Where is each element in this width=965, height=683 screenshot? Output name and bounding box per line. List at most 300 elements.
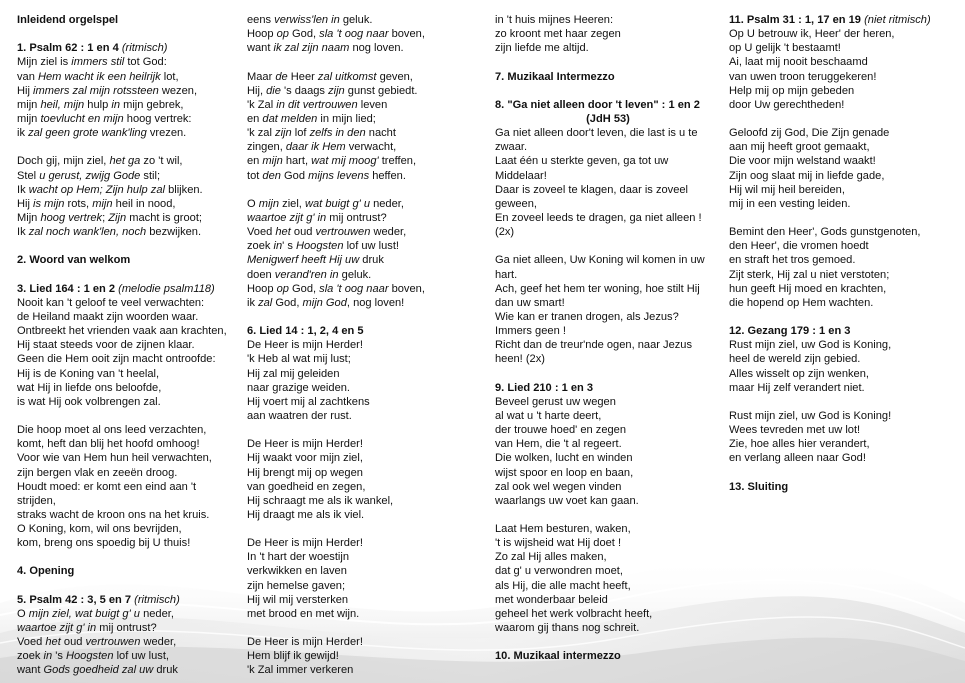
text-line bbox=[247, 253, 473, 267]
text-span: God, bbox=[288, 282, 320, 295]
text-line bbox=[495, 183, 721, 197]
section-heading bbox=[17, 593, 243, 607]
text-line bbox=[17, 112, 243, 126]
section-heading bbox=[17, 253, 243, 267]
text-span: Wie kan er tranen drogen, als Jezus? bbox=[495, 310, 679, 323]
text-line bbox=[17, 649, 243, 663]
text-span: 'k Zal immer verkeren bbox=[247, 664, 354, 677]
text-span: mij in een vesting leiden. bbox=[729, 197, 851, 210]
italic-text: in bbox=[43, 650, 53, 663]
text-span: ziel, bbox=[279, 197, 305, 210]
text-line bbox=[495, 310, 721, 324]
text-span: De Heer is mijn Herder! bbox=[247, 339, 363, 352]
text-span: Hoop bbox=[247, 282, 277, 295]
text-span: 7. Muzikaal Intermezzo bbox=[495, 70, 615, 83]
italic-text: wacht op Hem; Zijn hulp zal bbox=[28, 183, 165, 196]
italic-text: in dit vertrouwen bbox=[276, 98, 358, 111]
italic-text: zal geen grote wank'ling bbox=[28, 127, 147, 140]
text-span: Help mij op mijn gebeden bbox=[729, 84, 855, 97]
text-line bbox=[495, 13, 721, 27]
italic-text: sla 't oog naar bbox=[319, 282, 389, 295]
text-span: heil in nood, bbox=[112, 197, 176, 210]
text-span: O Koning, kom, wil ons bevrijden, bbox=[17, 523, 182, 536]
text-span: Ga niet alleen door't leven, die last is u te bbox=[495, 127, 698, 140]
text-span: Op U betrouw ik, Heer' der heren, bbox=[729, 28, 895, 41]
column-1 bbox=[17, 13, 243, 678]
text-line bbox=[495, 466, 721, 480]
text-span: strijden, bbox=[17, 494, 56, 507]
text-line bbox=[729, 154, 955, 168]
blank-line bbox=[17, 550, 243, 564]
text-span: Mijn bbox=[17, 211, 41, 224]
text-line bbox=[247, 352, 473, 366]
text-line bbox=[17, 522, 243, 536]
text-span: ; bbox=[102, 211, 109, 224]
text-span: 9. Lied 210 : 1 en 3 bbox=[495, 381, 594, 394]
text-line bbox=[247, 635, 473, 649]
italic-text: mijn bbox=[262, 155, 283, 168]
text-span: Richt dan de treur'nde ogen, naar Jezus bbox=[495, 339, 693, 352]
italic-text: waartoe zijt g' in bbox=[17, 622, 97, 635]
blank-line bbox=[729, 112, 955, 126]
text-line bbox=[729, 225, 955, 239]
text-span: In 't hart der woestijn bbox=[247, 551, 350, 564]
text-line bbox=[247, 579, 473, 593]
text-line bbox=[17, 367, 243, 381]
text-line bbox=[17, 466, 243, 480]
text-span: Die voor mijn welstand waakt! bbox=[729, 155, 876, 168]
text-span: wezen, bbox=[158, 84, 198, 97]
text-line bbox=[247, 494, 473, 508]
text-span: Hij brengt mij op wegen bbox=[247, 466, 363, 479]
italic-text: is mijn bbox=[33, 197, 65, 210]
text-line bbox=[495, 296, 721, 310]
italic-text: Hoogsten bbox=[66, 650, 114, 663]
text-line bbox=[17, 381, 243, 395]
text-span: Zijt sterk, Hij zal u niet verstoten; bbox=[729, 268, 890, 281]
text-line bbox=[247, 13, 473, 27]
text-span: van uwen troon teruggekeren! bbox=[729, 70, 877, 83]
italic-text: ik zal zijn naam bbox=[273, 42, 350, 55]
text-span: Hoop bbox=[247, 28, 277, 41]
text-span: hun geeft Hij moed en krachten, bbox=[729, 282, 887, 295]
italic-text: verwiss'len in bbox=[274, 14, 340, 26]
italic-text: zijn bbox=[275, 127, 292, 140]
italic-text: op bbox=[276, 28, 289, 41]
text-span: den Heer', die vromen hoedt bbox=[729, 240, 869, 253]
text-line bbox=[729, 183, 955, 197]
text-span: Inleidend orgelspel bbox=[17, 14, 119, 26]
text-line bbox=[495, 522, 721, 536]
italic-text: Menigwerf heeft Hij uw bbox=[247, 254, 360, 267]
text-span: van goedheid en zegen, bbox=[247, 480, 366, 493]
text-line bbox=[729, 282, 955, 296]
text-span: macht is groot; bbox=[126, 211, 203, 224]
blank-line bbox=[17, 268, 243, 282]
section-heading bbox=[729, 13, 955, 27]
italic-text: den bbox=[262, 169, 281, 182]
text-span: wat Hij in liefde ons beloofde, bbox=[17, 381, 162, 394]
text-span: met wonderbaar beleid bbox=[495, 593, 608, 606]
text-span: geluk. bbox=[338, 268, 372, 281]
text-span: tot God: bbox=[124, 56, 167, 69]
text-line bbox=[729, 169, 955, 183]
section-heading bbox=[247, 324, 473, 338]
text-span: zijn bergen vlak en zeeën droog. bbox=[17, 466, 178, 479]
text-line bbox=[247, 169, 473, 183]
text-span: zwaar. bbox=[495, 141, 528, 154]
section-heading bbox=[495, 649, 721, 663]
text-line bbox=[17, 225, 243, 239]
blank-line bbox=[729, 395, 955, 409]
text-line bbox=[17, 621, 243, 635]
text-span: geween, bbox=[495, 197, 537, 210]
text-span: Ik bbox=[17, 226, 29, 239]
blank-line bbox=[729, 211, 955, 225]
blank-line bbox=[495, 55, 721, 69]
column-2 bbox=[247, 13, 473, 678]
text-span: aan waatren der rust. bbox=[247, 409, 352, 422]
section-heading bbox=[17, 282, 243, 296]
text-line bbox=[247, 663, 473, 677]
section-heading bbox=[17, 564, 243, 578]
italic-text: wat mij moog' bbox=[311, 155, 379, 168]
text-span: weder, bbox=[140, 636, 177, 649]
blank-line bbox=[17, 579, 243, 593]
text-span: Immers geen ! bbox=[495, 325, 566, 338]
text-span: Ik bbox=[17, 183, 29, 196]
italic-text: in bbox=[273, 240, 283, 253]
text-line bbox=[729, 126, 955, 140]
text-line bbox=[247, 98, 473, 112]
text-span: Ai, laat mij nooit beschaamd bbox=[729, 56, 868, 69]
text-span: zo 't wil, bbox=[140, 155, 183, 168]
text-line bbox=[495, 593, 721, 607]
text-span: Rust mijn ziel, uw God is Koning, bbox=[729, 339, 892, 352]
text-span: geven, bbox=[376, 70, 413, 83]
text-span: 'k zal bbox=[247, 127, 276, 140]
text-line bbox=[495, 126, 721, 140]
italic-text: Hoogsten bbox=[296, 240, 344, 253]
text-span: waarom gij thans nog schreit. bbox=[495, 622, 640, 635]
text-span: Hij, bbox=[247, 84, 267, 97]
italic-text: Zijn bbox=[108, 211, 127, 224]
text-line bbox=[495, 154, 721, 168]
text-span: Ach, geef het hem ter woning, hoe stilt Hij bbox=[495, 282, 700, 295]
text-span: door Uw gerechtheden! bbox=[729, 98, 845, 111]
text-line bbox=[247, 197, 473, 211]
text-span: 3. Lied 164 : 1 en 2 bbox=[17, 282, 119, 295]
section-heading bbox=[495, 112, 721, 126]
italic-text: hoog vertrek bbox=[40, 211, 103, 224]
text-line bbox=[495, 607, 721, 621]
section-heading bbox=[495, 381, 721, 395]
text-span: 6. Lied 14 : 1, 2, 4 en 5 bbox=[247, 325, 364, 338]
section-heading bbox=[495, 70, 721, 84]
text-span: Alles wisselt op zijn wenken, bbox=[729, 367, 869, 380]
text-span: vrezen. bbox=[146, 127, 187, 140]
text-span: en bbox=[247, 112, 263, 125]
text-line bbox=[247, 381, 473, 395]
text-span: rots, bbox=[64, 197, 93, 210]
italic-text: u gerust, zwijg Gode bbox=[39, 169, 141, 182]
text-line bbox=[17, 352, 243, 366]
text-span: kom, breng ons spoedig bij U thuis! bbox=[17, 537, 191, 550]
text-span: ik bbox=[17, 127, 29, 140]
text-line bbox=[247, 282, 473, 296]
text-span: aan mij heeft groot gemaakt, bbox=[729, 141, 870, 154]
text-line bbox=[17, 395, 243, 409]
text-line bbox=[247, 649, 473, 663]
italic-text: mijn ziel, wat buigt g' u bbox=[28, 607, 140, 620]
text-line bbox=[17, 451, 243, 465]
text-span: lof bbox=[291, 127, 310, 140]
text-span: tot bbox=[247, 169, 263, 182]
text-span: Ontbreekt het vrienden vaak aan krachten, bbox=[17, 325, 227, 338]
italic-text: (ritmisch) bbox=[134, 593, 180, 606]
text-span: God bbox=[280, 169, 309, 182]
italic-text: zelfs in den bbox=[309, 127, 366, 140]
text-line bbox=[247, 395, 473, 409]
text-span: De Heer is mijn Herder! bbox=[247, 537, 363, 550]
text-span: eens bbox=[247, 14, 275, 26]
text-line bbox=[729, 352, 955, 366]
text-span: zoek bbox=[247, 240, 274, 253]
text-span: ik bbox=[247, 296, 259, 309]
text-span: en bbox=[247, 155, 263, 168]
text-line bbox=[247, 140, 473, 154]
text-span: 10. Muzikaal intermezzo bbox=[495, 650, 621, 663]
text-line bbox=[495, 225, 721, 239]
column-4 bbox=[729, 13, 955, 494]
section-heading bbox=[729, 480, 955, 494]
text-span: Hij bbox=[17, 84, 34, 97]
text-span: zal ook wel wegen vinden bbox=[495, 480, 622, 493]
text-span: mijn bbox=[17, 98, 41, 111]
text-span: (2x) bbox=[495, 226, 515, 239]
text-line bbox=[17, 154, 243, 168]
text-span: Bemint den Heer', Gods gunstgenoten, bbox=[729, 226, 921, 239]
blank-line bbox=[17, 239, 243, 253]
text-span: neder, bbox=[139, 607, 174, 620]
text-span: Hij voert mij al zachtkens bbox=[247, 395, 370, 408]
italic-text: (ritmisch) bbox=[121, 42, 168, 55]
text-span: geluk. bbox=[339, 14, 373, 26]
text-line bbox=[247, 225, 473, 239]
blank-line bbox=[247, 310, 473, 324]
text-line bbox=[247, 154, 473, 168]
italic-text: daar ik Hem bbox=[285, 141, 346, 154]
text-span: dan uw smart! bbox=[495, 296, 565, 309]
text-line bbox=[17, 536, 243, 550]
text-line bbox=[247, 564, 473, 578]
italic-text: (niet ritmisch) bbox=[864, 14, 931, 26]
text-span: in mijn lied; bbox=[317, 112, 376, 125]
blank-line bbox=[495, 508, 721, 522]
text-span: Houdt moed: er komt een eind aan 't bbox=[17, 480, 197, 493]
text-span: Voed bbox=[247, 226, 276, 239]
text-line bbox=[495, 41, 721, 55]
text-span: O bbox=[17, 607, 29, 620]
text-line bbox=[247, 268, 473, 282]
text-line bbox=[17, 84, 243, 98]
text-line bbox=[729, 98, 955, 112]
text-line bbox=[247, 338, 473, 352]
blank-line bbox=[729, 466, 955, 480]
text-span: zingen, bbox=[247, 141, 286, 154]
text-span: Stel bbox=[17, 169, 40, 182]
italic-text: in bbox=[111, 98, 120, 111]
text-line bbox=[17, 635, 243, 649]
text-span: Hij wil mij heil bereiden, bbox=[729, 183, 845, 196]
text-span: lot, bbox=[160, 70, 179, 83]
italic-text: wat buigt g' u bbox=[304, 197, 370, 210]
text-line bbox=[495, 268, 721, 282]
italic-text: toevlucht en mijn bbox=[40, 112, 124, 125]
italic-text: heil, mijn bbox=[40, 98, 85, 111]
text-span: Wees tevreden met uw lot! bbox=[729, 424, 861, 437]
text-span: hulp bbox=[84, 98, 112, 111]
blank-line bbox=[247, 183, 473, 197]
text-line bbox=[247, 239, 473, 253]
text-span: weder, bbox=[370, 226, 407, 239]
text-line bbox=[247, 41, 473, 55]
text-span: De Heer is mijn Herder! bbox=[247, 636, 363, 649]
section-heading bbox=[729, 324, 955, 338]
text-span: 13. Sluiting bbox=[729, 480, 789, 493]
text-span: 8. "Ga niet alleen door 't leven" : 1 en 2 bbox=[495, 98, 700, 111]
text-span: Hij draagt me als ik viel. bbox=[247, 508, 365, 521]
text-span: blijken. bbox=[165, 183, 203, 196]
text-span: En zoveel leeds te dragen, ga niet alleen ! bbox=[495, 211, 702, 224]
text-line bbox=[247, 84, 473, 98]
italic-text: mijn bbox=[92, 197, 113, 210]
text-line bbox=[495, 253, 721, 267]
text-line bbox=[17, 663, 243, 677]
text-span: in 't huis mijnes Heeren: bbox=[495, 14, 614, 26]
text-span: als Hij, die alle macht heeft, bbox=[495, 579, 631, 592]
text-line bbox=[729, 367, 955, 381]
text-line bbox=[17, 480, 243, 494]
text-span: mijn bbox=[17, 112, 41, 125]
text-line bbox=[247, 593, 473, 607]
section-heading bbox=[17, 41, 243, 55]
text-line bbox=[495, 338, 721, 352]
italic-text: dat melden bbox=[262, 112, 318, 125]
text-line bbox=[495, 579, 721, 593]
text-span: God, bbox=[288, 28, 320, 41]
blank-line bbox=[17, 140, 243, 154]
text-span: hart. bbox=[495, 268, 518, 281]
italic-text: zal uitkomst bbox=[317, 70, 377, 83]
italic-text: vertrouwen bbox=[85, 636, 141, 649]
text-span: en straft het tros gemoed. bbox=[729, 254, 856, 267]
text-line bbox=[247, 508, 473, 522]
italic-text: die bbox=[266, 84, 281, 97]
text-span: want bbox=[17, 664, 44, 677]
text-span: maar Hij zelf verandert niet. bbox=[729, 381, 865, 394]
text-line bbox=[729, 381, 955, 395]
text-span: Voed bbox=[17, 636, 46, 649]
text-span: straks wacht de kroon ons na het kruis. bbox=[17, 508, 210, 521]
text-line bbox=[495, 395, 721, 409]
text-line bbox=[495, 437, 721, 451]
text-span: Nooit kan 't geloof te veel verwachten: bbox=[17, 296, 205, 309]
text-line bbox=[495, 282, 721, 296]
text-span: is wat Hij ook volbrengen zal. bbox=[17, 395, 161, 408]
text-span: met brood en met wijn. bbox=[247, 607, 360, 620]
text-line bbox=[17, 126, 243, 140]
italic-text: zal bbox=[258, 296, 273, 309]
text-line bbox=[495, 423, 721, 437]
text-line bbox=[729, 140, 955, 154]
text-span: op U gelijk 't bestaamt! bbox=[729, 42, 841, 55]
text-line bbox=[495, 324, 721, 338]
text-line bbox=[729, 197, 955, 211]
text-span: heen! (2x) bbox=[495, 353, 545, 366]
text-line bbox=[495, 140, 721, 154]
text-line bbox=[729, 41, 955, 55]
text-span: nog loven. bbox=[349, 42, 404, 55]
text-line bbox=[247, 112, 473, 126]
text-line bbox=[247, 409, 473, 423]
text-span: mij ontrust? bbox=[326, 211, 387, 224]
text-span: 12. Gezang 179 : 1 en 3 bbox=[729, 325, 851, 338]
text-span: van bbox=[17, 70, 38, 83]
text-line bbox=[247, 437, 473, 451]
text-span: zoek bbox=[17, 650, 44, 663]
text-span: doen bbox=[247, 268, 275, 281]
text-line bbox=[247, 126, 473, 140]
text-line bbox=[729, 437, 955, 451]
text-span: lof uw lust, bbox=[113, 650, 169, 663]
text-line bbox=[17, 211, 243, 225]
text-span: 2. Woord van welkom bbox=[17, 254, 131, 267]
text-line bbox=[247, 211, 473, 225]
text-line bbox=[495, 197, 721, 211]
text-span: Hij staat steeds voor de zijnen klaar. bbox=[17, 339, 195, 352]
text-span: de Heiland maakt zijn woorden waar. bbox=[17, 310, 199, 323]
text-line bbox=[495, 564, 721, 578]
text-span: Laat één u sterkte geven, ga tot uw bbox=[495, 155, 669, 168]
text-span: boven, bbox=[388, 28, 425, 41]
text-line bbox=[729, 268, 955, 282]
text-line bbox=[495, 536, 721, 550]
text-line bbox=[247, 466, 473, 480]
italic-text: Gods goedheid zal uw bbox=[43, 664, 154, 677]
text-span: wijst spoor en loop en baan, bbox=[495, 466, 634, 479]
text-line bbox=[729, 253, 955, 267]
text-span: druk bbox=[359, 254, 384, 267]
text-span: Voor wie van Hem hun heil verwachten, bbox=[17, 452, 212, 465]
italic-text: immers zal mijn rotssteen bbox=[33, 84, 159, 97]
text-span: dat g' u verwondren moet, bbox=[495, 565, 623, 578]
text-line bbox=[247, 451, 473, 465]
text-line bbox=[247, 296, 473, 310]
text-line bbox=[247, 27, 473, 41]
italic-text: immers stil bbox=[71, 56, 125, 69]
text-span: komt, heft dan blij het hoofd omhoog! bbox=[17, 438, 200, 451]
text-span: 1. Psalm 62 : 1 en 4 bbox=[17, 42, 122, 55]
text-line bbox=[729, 84, 955, 98]
italic-text: mijn God bbox=[302, 296, 347, 309]
text-span: verkwikken en laven bbox=[247, 565, 347, 578]
italic-text: (melodie psalm118) bbox=[118, 282, 215, 295]
text-span: Ga niet alleen, Uw Koning wil komen in uw bbox=[495, 254, 705, 267]
text-span: al wat u 't harte deert, bbox=[495, 409, 602, 422]
text-span: hoog vertrek: bbox=[123, 112, 192, 125]
text-span: 's bbox=[52, 650, 66, 663]
